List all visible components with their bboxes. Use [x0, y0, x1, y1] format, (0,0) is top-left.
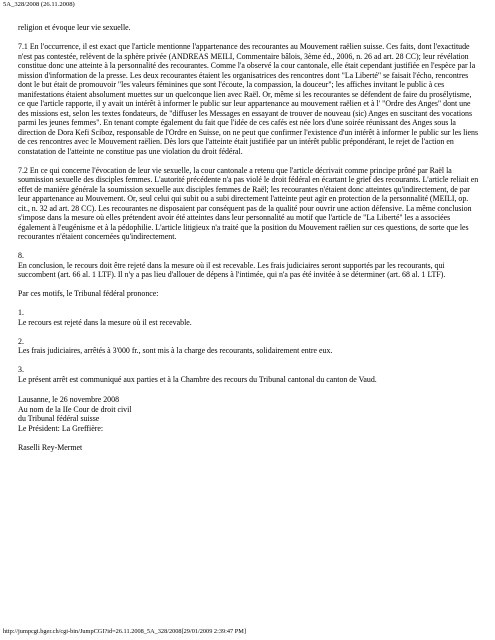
signature-names: Raselli Rey-Mermet — [18, 442, 83, 452]
signature-block — [18, 395, 480, 433]
ruling-number-3: 3. — [18, 365, 24, 374]
ruling-item-1 — [18, 308, 480, 327]
signature-place-date: Lausanne, le 26 novembre 2008 — [18, 395, 120, 404]
ruling-item-2 — [18, 337, 480, 356]
paragraph-8 — [18, 251, 480, 280]
document-header: 5A_328/2008 (26.11.2008) — [3, 1, 75, 8]
signature-court-line-1: Au nom de la IIe Cour de droit civil — [18, 404, 132, 414]
ruling-number-2: 2. — [18, 336, 24, 346]
ruling-text-2: Les frais judiciaires, arrêtés à 3'000 fr., sont mis à la charge des recourants, solidairement entre eux. — [18, 346, 333, 355]
paragraph-conclusion: En conclusion, le recours doit être rejeté dans la mesure où il est recevable. Les frais judiciaires seront supportés par les recourants, qui succombent (art. 66 al. 1 LTF). Il n'y a pas lieu d'allouer de dépens à l'intimée, qui n'a pas été invitée à se déterminer (art. 68 al. 1 LTF). — [18, 260, 446, 279]
ruling-text-3: Le présent arrêt est communiqué aux parties et à la Chambre des recours du Tribunal cantonal du canton de Vaud. — [18, 374, 377, 384]
ruling-text-1: Le recours est rejeté dans la mesure où il est recevable. — [18, 317, 192, 327]
paragraph-motifs: Par ces motifs, le Tribunal fédéral prononce: — [18, 289, 159, 298]
section-number-8: 8. — [18, 251, 24, 260]
paragraph-7-2: 7.2 En ce qui concerne l'évocation de leur vie sexuelle, la cour cantonale a retenu que l'article décrivait comme principe prôné par Raël la soumission sexuelle des disciples femmes. L'autorité précédente n'a pas violé le droit fédéral en écartant le grief des recourants. L'article reliait en effet de manière générale la soumission sexuelle aux disciples femmes de Raël; les recourantes n'étaient donc atteintes qu'indirectement, de par leur appartenance au Mouvement. Or, seul celui qui subit ou a subi directement l'atteinte peut agir en protection de la personnalité (MEILI, op. cit., n. 32 ad art. 28 CC). Les recourantes ne disposaient par conséquent pas de la qualité pour ouvrir une action défensive. La même conclusion s'impose dans la mesure où elles prétendent avoir été atteintes dans leur personnalité au motif que l'article de "La Liberté" les a associées également à l'eugénisme et à la pédophilie. L'article litigieux n'a traité que la position du Mouvement raëlien sur ces questions, de sorte que les recourantes n'étaient concernées qu'indirectement. — [18, 165, 479, 241]
document-footer-url: http://jumpcgi.bger.ch/cgi-bin/JumpCGI?id=26.11.2008_5A_328/2008[29/01/2009 2:39:47 PM] — [3, 628, 246, 635]
paragraph-intro: religion et évoque leur vie sexuelle. — [18, 23, 131, 32]
document-body — [18, 23, 480, 462]
ruling-item-3 — [18, 365, 480, 384]
paragraph-7-1: 7.1 En l'occurrence, il est exact que l'article mentionne l'appartenance des recourantes au Mouvement raëlien suisse. Ces faits, dont l'exactitude n'est pas contestée, relèvent de la sphère privée (ANDREAS MEILI, Commentaire bâlois, 3ème éd., 2006, n. 26 ad art. 28 CC); leur révélation constitue donc une atteinte à la personnalité des recourantes. Comme l'a observé la cour cantonale, elle était cependant justifiée en l'espèce par la mission d'information de la presse. Les deux recourantes étaient les organisatrices des rencontres dont "La Liberté" se faisait l'écho, rencontres dont le but était de promouvoir "les valeurs féminines que sont l'écoute, la compassion, la douceur"; les affiches invitant le public à ces manifestations étaient absolument muettes sur un quelconque lien avec Raël. Or, même si les recourantes se défendent de faire du prosélytisme, ce que l'article rapporte, il y avait un intérêt à informer le public sur leur appartenance au mouvement raëlien et à l' "Ordre des Anges" dont une des missions est, selon les textes fondateurs, de "diffuser les Messages en essayant de trouver de nouveau (sic) Anges en suscitant des vocations parmi les jeunes femmes". En tenant compte également du fait que l'idée de ces cafés est née lors d'une soirée réunissant des Anges sous la direction de Dora Kefi Sciboz, responsable de l'Ordre en Suisse, on ne peut que confirmer l'existence d'un intérêt à informer le public sur les liens de ces rencontres avec le Mouvement raëlien. Dès lors que l'atteinte était justifiée par un intérêt public prépondérant, le rejet de l'action en constatation de l'atteinte ne constitue pas une violation du droit fédéral. — [18, 42, 479, 156]
signature-court-line-2: du Tribunal fédéral suisse — [18, 414, 100, 423]
signature-roles: Le Président: La Greffière: — [18, 423, 104, 433]
ruling-number-1: 1. — [18, 308, 24, 317]
